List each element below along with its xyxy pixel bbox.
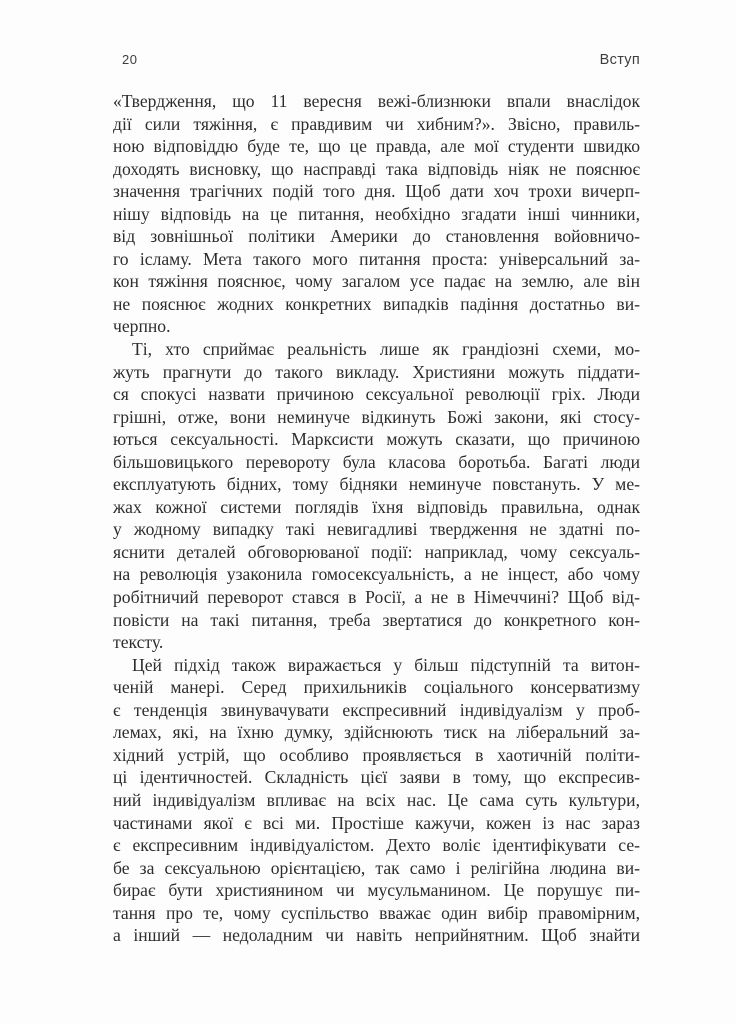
text-line: «Твердження, що 11 вересня вежі-близнюки впали внаслідок bbox=[113, 91, 640, 111]
text-line: грішні, отже, вони неминуче відкинуть Божі закони, які стосу- bbox=[113, 406, 640, 427]
text-line: ся спокусі назвати причиною сексуальної революції гріх. Люди bbox=[113, 384, 640, 405]
text-line: ний індивідуалізм впливає на всіх нас. Це сама суть культури, bbox=[113, 789, 640, 810]
text-line: тексту. bbox=[113, 632, 164, 653]
text-line: не пояснює жодних конкретних випадків падіння достатньо ви- bbox=[113, 293, 640, 314]
text-line: частинами якої є всі ми. Простіше кажучи, кожен із нас зараз bbox=[113, 812, 640, 833]
text-line: бе за сексуальною орієнтацією, так само і релігійна людина ви- bbox=[113, 857, 640, 878]
text-line: ються сексуальності. Марксисти можуть сказати, що причиною bbox=[113, 429, 640, 450]
text-line: повісти на такі питання, треба звертатися до конкретного кон- bbox=[113, 609, 640, 630]
text-line: є експресивним індивідуалістом. Дехто воліє ідентифікувати се- bbox=[113, 835, 640, 856]
text-line: го ісламу. Мета такого мого питання проста: універсальний за- bbox=[113, 248, 640, 269]
text-line: нішу відповідь на це питання, необхідно згадати інші чинники, bbox=[113, 203, 640, 224]
text-line: лемах, які, на їхню думку, здійснюють тиск на ліберальний за- bbox=[113, 722, 640, 743]
text-line: ною відповіддю буде те, що це правда, але мої студенти швидко bbox=[113, 136, 640, 157]
text-line: на революція узаконила гомосексуальність, а не інцест, або чому bbox=[113, 564, 640, 585]
text-line: доходять висновку, що насправді така відповідь ніяк не пояснює bbox=[113, 158, 640, 179]
text-line: кон тяжіння пояснює, чому загалом усе падає на землю, але він bbox=[113, 271, 640, 292]
page-number: 20 bbox=[122, 52, 138, 67]
text-line: а інший — недоладним чи навіть неприйнятним. Щоб знайти bbox=[113, 925, 640, 946]
text-line: робітничий переворот стався в Росії, а не в Німеччині? Щоб від- bbox=[113, 587, 640, 608]
paragraph bbox=[113, 90, 640, 338]
body-text-column bbox=[113, 90, 640, 947]
running-header bbox=[113, 52, 640, 68]
text-line: дії сили тяжіння, є правдивим чи хибним?». Звісно, правиль- bbox=[113, 113, 640, 134]
paragraph bbox=[113, 654, 640, 947]
text-line: черпно. bbox=[113, 316, 171, 337]
text-line: ці ідентичностей. Складність цієї заяви в тому, що експресив- bbox=[113, 767, 640, 788]
text-line: ченій манері. Серед прихильників соціального консерватизму bbox=[113, 677, 640, 698]
text-line: значення трагічних подій того дня. Щоб дати хоч трохи вичерп- bbox=[113, 181, 640, 202]
text-line: Ті, хто сприймає реальність лише як грандіозні схеми, мо- bbox=[132, 339, 640, 360]
text-line: у жодному випадку такі невигадливі твердження не здатні по- bbox=[113, 519, 640, 540]
text-line: жуть прагнути до такого викладу. Християни можуть піддати- bbox=[113, 361, 640, 382]
text-line: від зовнішньої політики Америки до становлення войовничо- bbox=[113, 226, 640, 247]
text-line: яснити деталей обговорюваної події: наприклад, чому сексуаль- bbox=[113, 541, 640, 562]
text-line: тання про те, чому суспільство вважає один вибір правомірним, bbox=[113, 902, 640, 923]
text-line: є тенденція звинувачувати експресивний індивідуалізм у проб- bbox=[113, 699, 640, 720]
chapter-title: Вступ bbox=[599, 52, 640, 68]
text-line: Цей підхід також виражається у більш підступній та витон- bbox=[132, 654, 640, 675]
text-line: експлуатують бідних, тому бідняки неминуче повстануть. У ме- bbox=[113, 474, 640, 495]
text-line: жах кожної системи поглядів їхня відповідь правильна, однак bbox=[113, 496, 640, 517]
text-line: більшовицького перевороту була класова боротьба. Багаті люди bbox=[113, 451, 640, 472]
text-line: хідний устрій, що особливо проявляється в хаотичній політи- bbox=[113, 744, 640, 765]
text-line: бирає бути християнином чи мусульманином. Це порушує пи- bbox=[113, 880, 640, 901]
paragraph bbox=[113, 338, 640, 654]
